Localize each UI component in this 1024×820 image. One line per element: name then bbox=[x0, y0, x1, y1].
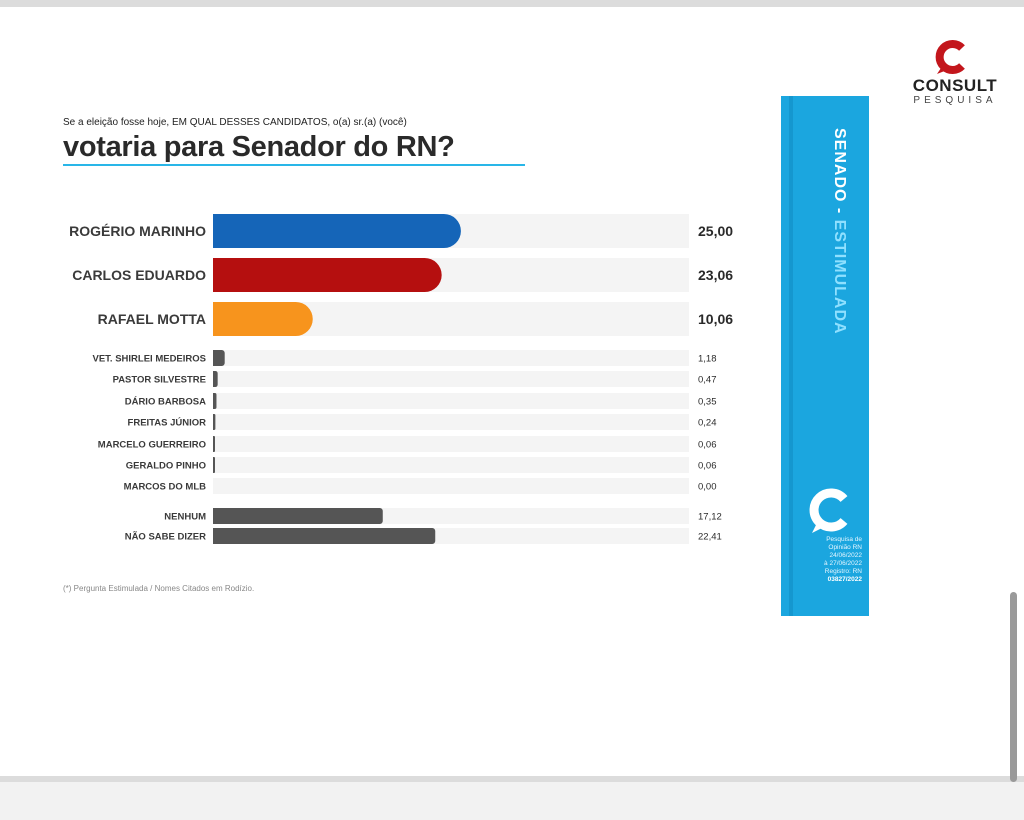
panel-info-line: 24/06/2022 bbox=[829, 552, 862, 559]
bar bbox=[213, 350, 225, 366]
panel-label-part2: ESTIMULADA bbox=[831, 219, 848, 335]
bar bbox=[213, 302, 313, 336]
value-label: 0,00 bbox=[698, 481, 717, 493]
category-label: DÁRIO BARBOSA bbox=[124, 396, 206, 408]
value-label: 0,35 bbox=[698, 396, 717, 408]
panel-label-part1: SENADO - bbox=[831, 128, 848, 220]
window-bottom-edge bbox=[0, 776, 1024, 820]
category-label: ROGÉRIO MARINHO bbox=[69, 223, 206, 240]
category-label: RAFAEL MOTTA bbox=[97, 311, 206, 328]
bar bbox=[213, 528, 435, 544]
panel-info-line: Opinião RN bbox=[828, 544, 862, 551]
poll-bar-chart bbox=[0, 200, 760, 560]
panel-info bbox=[790, 536, 862, 584]
value-label: 0,24 bbox=[698, 417, 717, 429]
bar bbox=[213, 414, 215, 430]
category-label: GERALDO PINHO bbox=[125, 460, 206, 472]
bar bbox=[213, 508, 383, 524]
bar-track bbox=[213, 350, 689, 366]
category-label: NENHUM bbox=[164, 511, 206, 523]
panel-info-line: Pesquisa de bbox=[826, 536, 862, 543]
bar-track bbox=[213, 436, 689, 452]
bar bbox=[213, 393, 216, 409]
bar-track bbox=[213, 393, 689, 409]
bar bbox=[213, 457, 215, 473]
bar bbox=[213, 371, 218, 387]
bar bbox=[213, 258, 442, 292]
category-label: MARCOS DO MLB bbox=[123, 481, 206, 493]
category-label: PASTOR SILVESTRE bbox=[112, 374, 206, 386]
value-label: 0,06 bbox=[698, 439, 717, 451]
vertical-scrollbar[interactable] bbox=[1010, 592, 1017, 782]
bar bbox=[213, 214, 461, 248]
bar-track bbox=[213, 457, 689, 473]
category-label: NÃO SABE DIZER bbox=[124, 531, 206, 543]
value-label: 22,41 bbox=[698, 531, 722, 543]
question-title: votaria para Senador do RN? bbox=[63, 131, 455, 163]
category-label: MARCELO GUERREIRO bbox=[97, 439, 206, 451]
bar-track bbox=[213, 414, 689, 430]
bar bbox=[213, 436, 215, 452]
title-underline bbox=[63, 164, 525, 166]
category-label: CARLOS EDUARDO bbox=[72, 267, 206, 284]
panel-info-line: Registro: RN bbox=[824, 568, 862, 575]
window-top-edge bbox=[0, 0, 1024, 7]
value-label: 10,06 bbox=[698, 311, 734, 328]
bar-track bbox=[213, 371, 689, 387]
value-label: 17,12 bbox=[698, 511, 722, 523]
value-label: 25,00 bbox=[698, 223, 734, 240]
question-subtitle: Se a eleição fosse hoje, EM QUAL DESSES CANDIDATOS, o(a) sr.(a) (você) bbox=[63, 117, 407, 128]
panel-info-line: 03827/2022 bbox=[827, 576, 862, 583]
panel-label bbox=[830, 128, 848, 335]
bar-track bbox=[213, 478, 689, 494]
consult-logo-icon bbox=[933, 40, 971, 74]
value-label: 0,06 bbox=[698, 460, 717, 472]
value-label: 23,06 bbox=[698, 267, 734, 284]
panel-logo-icon bbox=[800, 487, 858, 533]
brand-name: CONSULT bbox=[912, 76, 998, 95]
value-label: 0,47 bbox=[698, 374, 717, 386]
consult-logo bbox=[900, 38, 1010, 110]
panel-info-line: à 27/06/2022 bbox=[824, 560, 862, 567]
value-label: 1,18 bbox=[698, 353, 717, 365]
footnote: (*) Pergunta Estimulada / Nomes Citados em Rodízio. bbox=[63, 584, 255, 593]
brand-subtitle: PESQUISA bbox=[913, 95, 997, 106]
category-label: VET. SHIRLEI MEDEIROS bbox=[92, 353, 206, 365]
category-label: FREITAS JÚNIOR bbox=[127, 417, 206, 429]
